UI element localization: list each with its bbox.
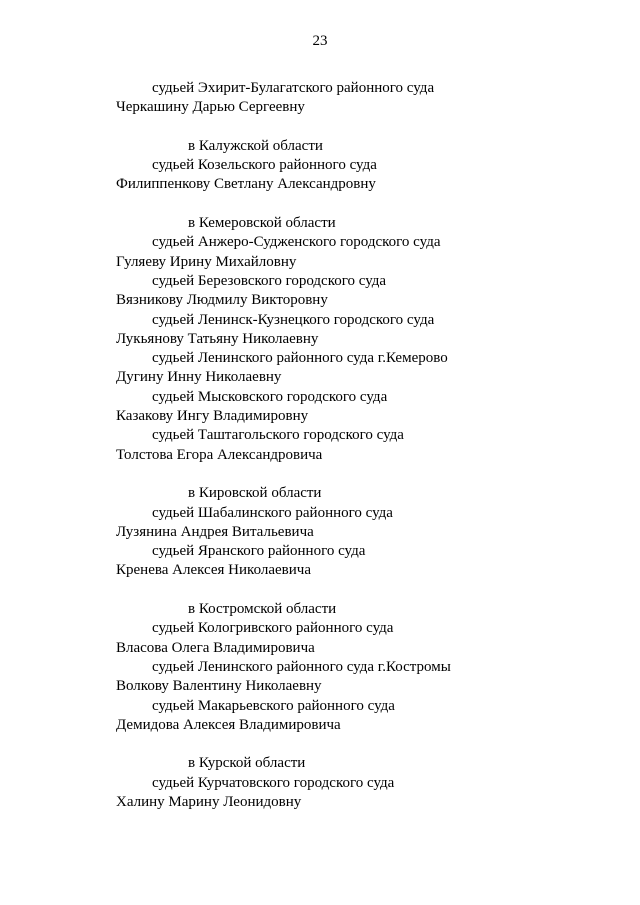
court-line: судьей Кологривского районного суда [152, 620, 394, 637]
court-line: судьей Ленинского районного суда г.Костромы [152, 658, 451, 675]
court-line: судьей Таштагольского городского суда [152, 427, 404, 444]
region-block-kemerovo [0, 214, 640, 465]
region-heading: в Кировской области [188, 485, 322, 502]
intro-entry [0, 79, 640, 118]
court-line: судьей Макарьевского районного суда [152, 697, 395, 714]
court-line: судьей Козельского районного суда [152, 157, 377, 174]
court-line: судьей Курчатовского городского суда [152, 774, 395, 791]
judge-name: Власова Олега Владимировича [116, 639, 315, 656]
judge-name: Дугину Инну Николаевну [116, 369, 282, 386]
judge-name: Кренева Алексея Николаевича [116, 562, 311, 579]
court-line: судьей Эхирит-Булагатского районного суда [152, 80, 435, 96]
region-heading: в Курской области [188, 755, 306, 772]
judge-name: Гуляеву Ирину Михайловну [116, 253, 297, 270]
judge-name: Казакову Ингу Владимировну [116, 408, 309, 425]
judge-name: Лукьянову Татьяну Николаевну [116, 330, 319, 347]
judge-name: Демидова Алексея Владимировича [116, 716, 341, 733]
judge-name: Толстова Егора Александровича [116, 446, 323, 463]
region-heading: в Костромской области [188, 601, 337, 618]
appointment-list [0, 79, 640, 812]
court-line: судьей Ленинского районного суда г.Кемерово [152, 350, 448, 367]
region-block-kursk [0, 754, 640, 812]
court-line: судьей Шабалинского районного суда [152, 504, 393, 521]
judge-name: Халину Марину Леонидовну [116, 793, 302, 810]
page-number: 23 [312, 33, 328, 49]
judge-name: Лузянина Андрея Витальевича [116, 523, 314, 540]
region-block-kostroma [0, 600, 640, 735]
region-heading: в Кемеровской области [188, 215, 336, 232]
judge-name: Черкашину Дарью Сергеевну [116, 99, 305, 116]
court-line: судьей Мысковского городского суда [152, 388, 388, 405]
judge-name: Вязникову Людмилу Викторовну [116, 292, 328, 309]
court-line: судьей Анжеро-Судженского городского суда [152, 234, 441, 251]
judge-name: Филиппенкову Светлану Александровну [116, 176, 376, 193]
court-line: судьей Ленинск-Кузнецкого городского суда [152, 311, 435, 328]
region-heading: в Калужской области [188, 137, 323, 154]
region-block-kaluga [0, 137, 640, 195]
judge-name: Волкову Валентину Николаевну [116, 678, 322, 695]
court-line: судьей Березовского городского суда [152, 272, 387, 289]
region-block-kirov [0, 484, 640, 580]
court-line: судьей Яранского районного суда [152, 543, 366, 560]
